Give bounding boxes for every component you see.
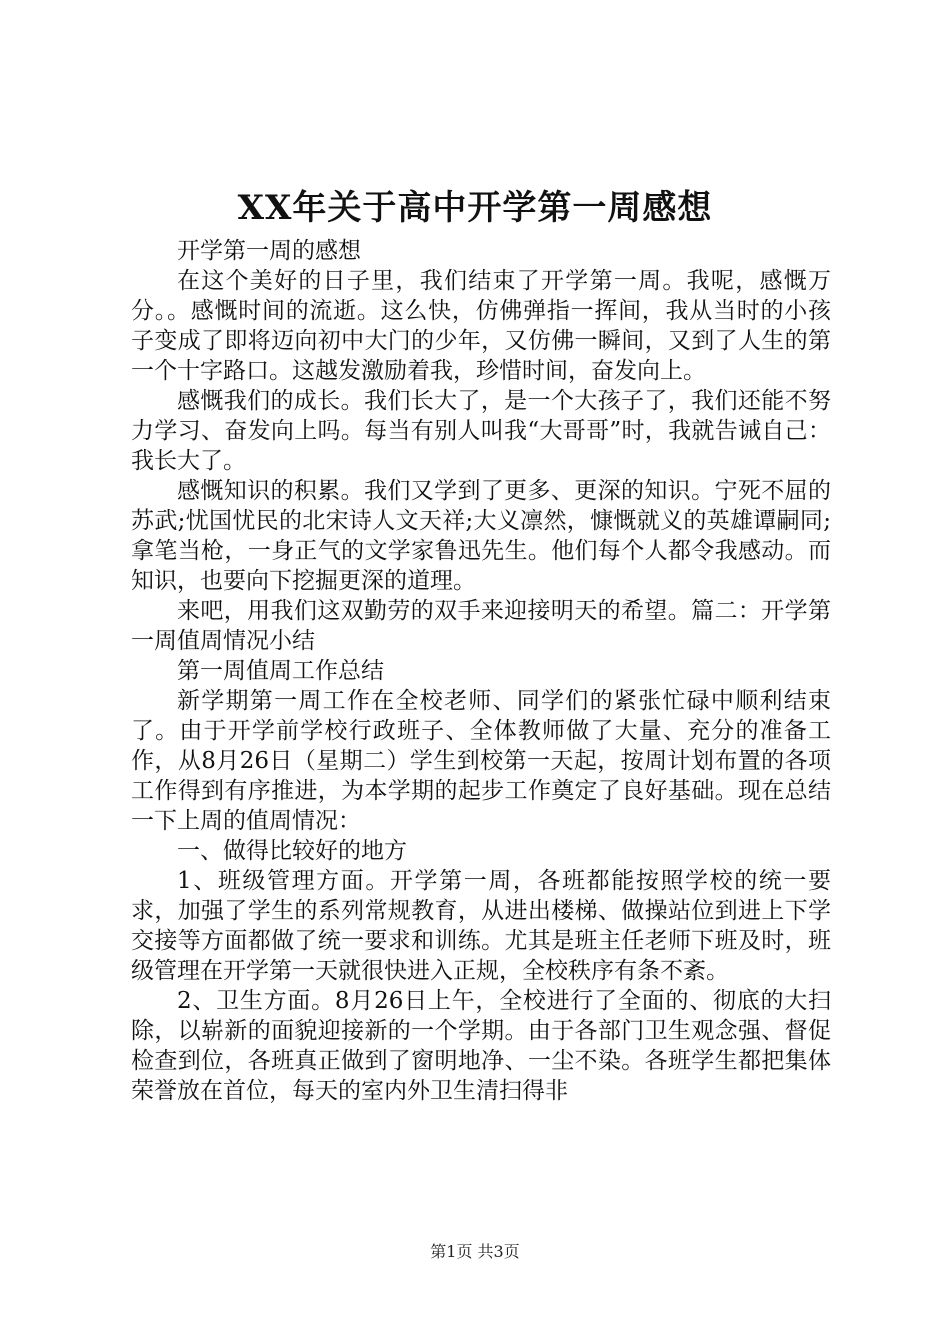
paragraph: 感慨知识的积累。我们又学到了更多、更深的知识。宁死不屈的苏武;忧国忧民的北宋诗人文天祥;大义凛然，慷慨就义的英雄谭嗣同;拿笔当枪，一身正气的文学家鲁迅先生。他们每个人都令我感动。而知识，也要向下挖掘更深的道理。 — [131, 478, 831, 594]
paragraph: 来吧，用我们这双勤劳的双手来迎接明天的希望。篇二：开学第一周值周情况小结 — [131, 598, 831, 654]
paragraph: 2、卫生方面。8月26日上午，全校进行了全面的、彻底的大扫除，以崭新的面貌迎接新的一个学期。由于各部门卫生观念强、督促检查到位，各班真正做到了窗明地净、一尘不染。各班学生都把集体荣誉放在首位，每天的室内外卫生清扫得非 — [131, 988, 831, 1104]
paragraph: 新学期第一周工作在全校老师、同学们的紧张忙碌中顺利结束了。由于开学前学校行政班子、全体教师做了大量、充分的准备工作，从8月26日（星期二）学生到校第一天起，按周计划布置的各项工作得到有序推进，为本学期的起步工作奠定了良好基础。现在总结一下上周的值周情况： — [131, 688, 831, 834]
paragraph: 在这个美好的日子里，我们结束了开学第一周。我呢，感慨万分。。感慨时间的流逝。这么快，仿佛弹指一挥间，我从当时的小孩子变成了即将迈向初中大门的少年，又仿佛一瞬间，又到了人生的第一个十字路口。这越发激励着我，珍惜时间，奋发向上。 — [131, 268, 831, 384]
paragraph: 1、班级管理方面。开学第一周，各班都能按照学校的统一要求，加强了学生的系列常规教育，从进出楼梯、做操站位到进上下学交接等方面都做了统一要求和训练。尤其是班主任老师下班及时，班级管理在开学第一天就很快进入正规，全校秩序有条不紊。 — [131, 868, 831, 984]
document-title: XX年关于高中开学第一周感想 — [237, 188, 713, 228]
paragraph: 第一周值周工作总结 — [177, 658, 384, 684]
paragraph: 一、做得比较好的地方 — [177, 838, 407, 864]
page-footer: 第1页 共3页 — [430, 1242, 520, 1261]
document-body — [131, 236, 831, 1106]
paragraph: 开学第一周的感想 — [177, 238, 361, 264]
paragraph: 感慨我们的成长。我们长大了，是一个大孩子了，我们还能不努力学习、奋发向上吗。每当有别人叫我“大哥哥”时，我就告诫自己：我长大了。 — [131, 388, 831, 474]
